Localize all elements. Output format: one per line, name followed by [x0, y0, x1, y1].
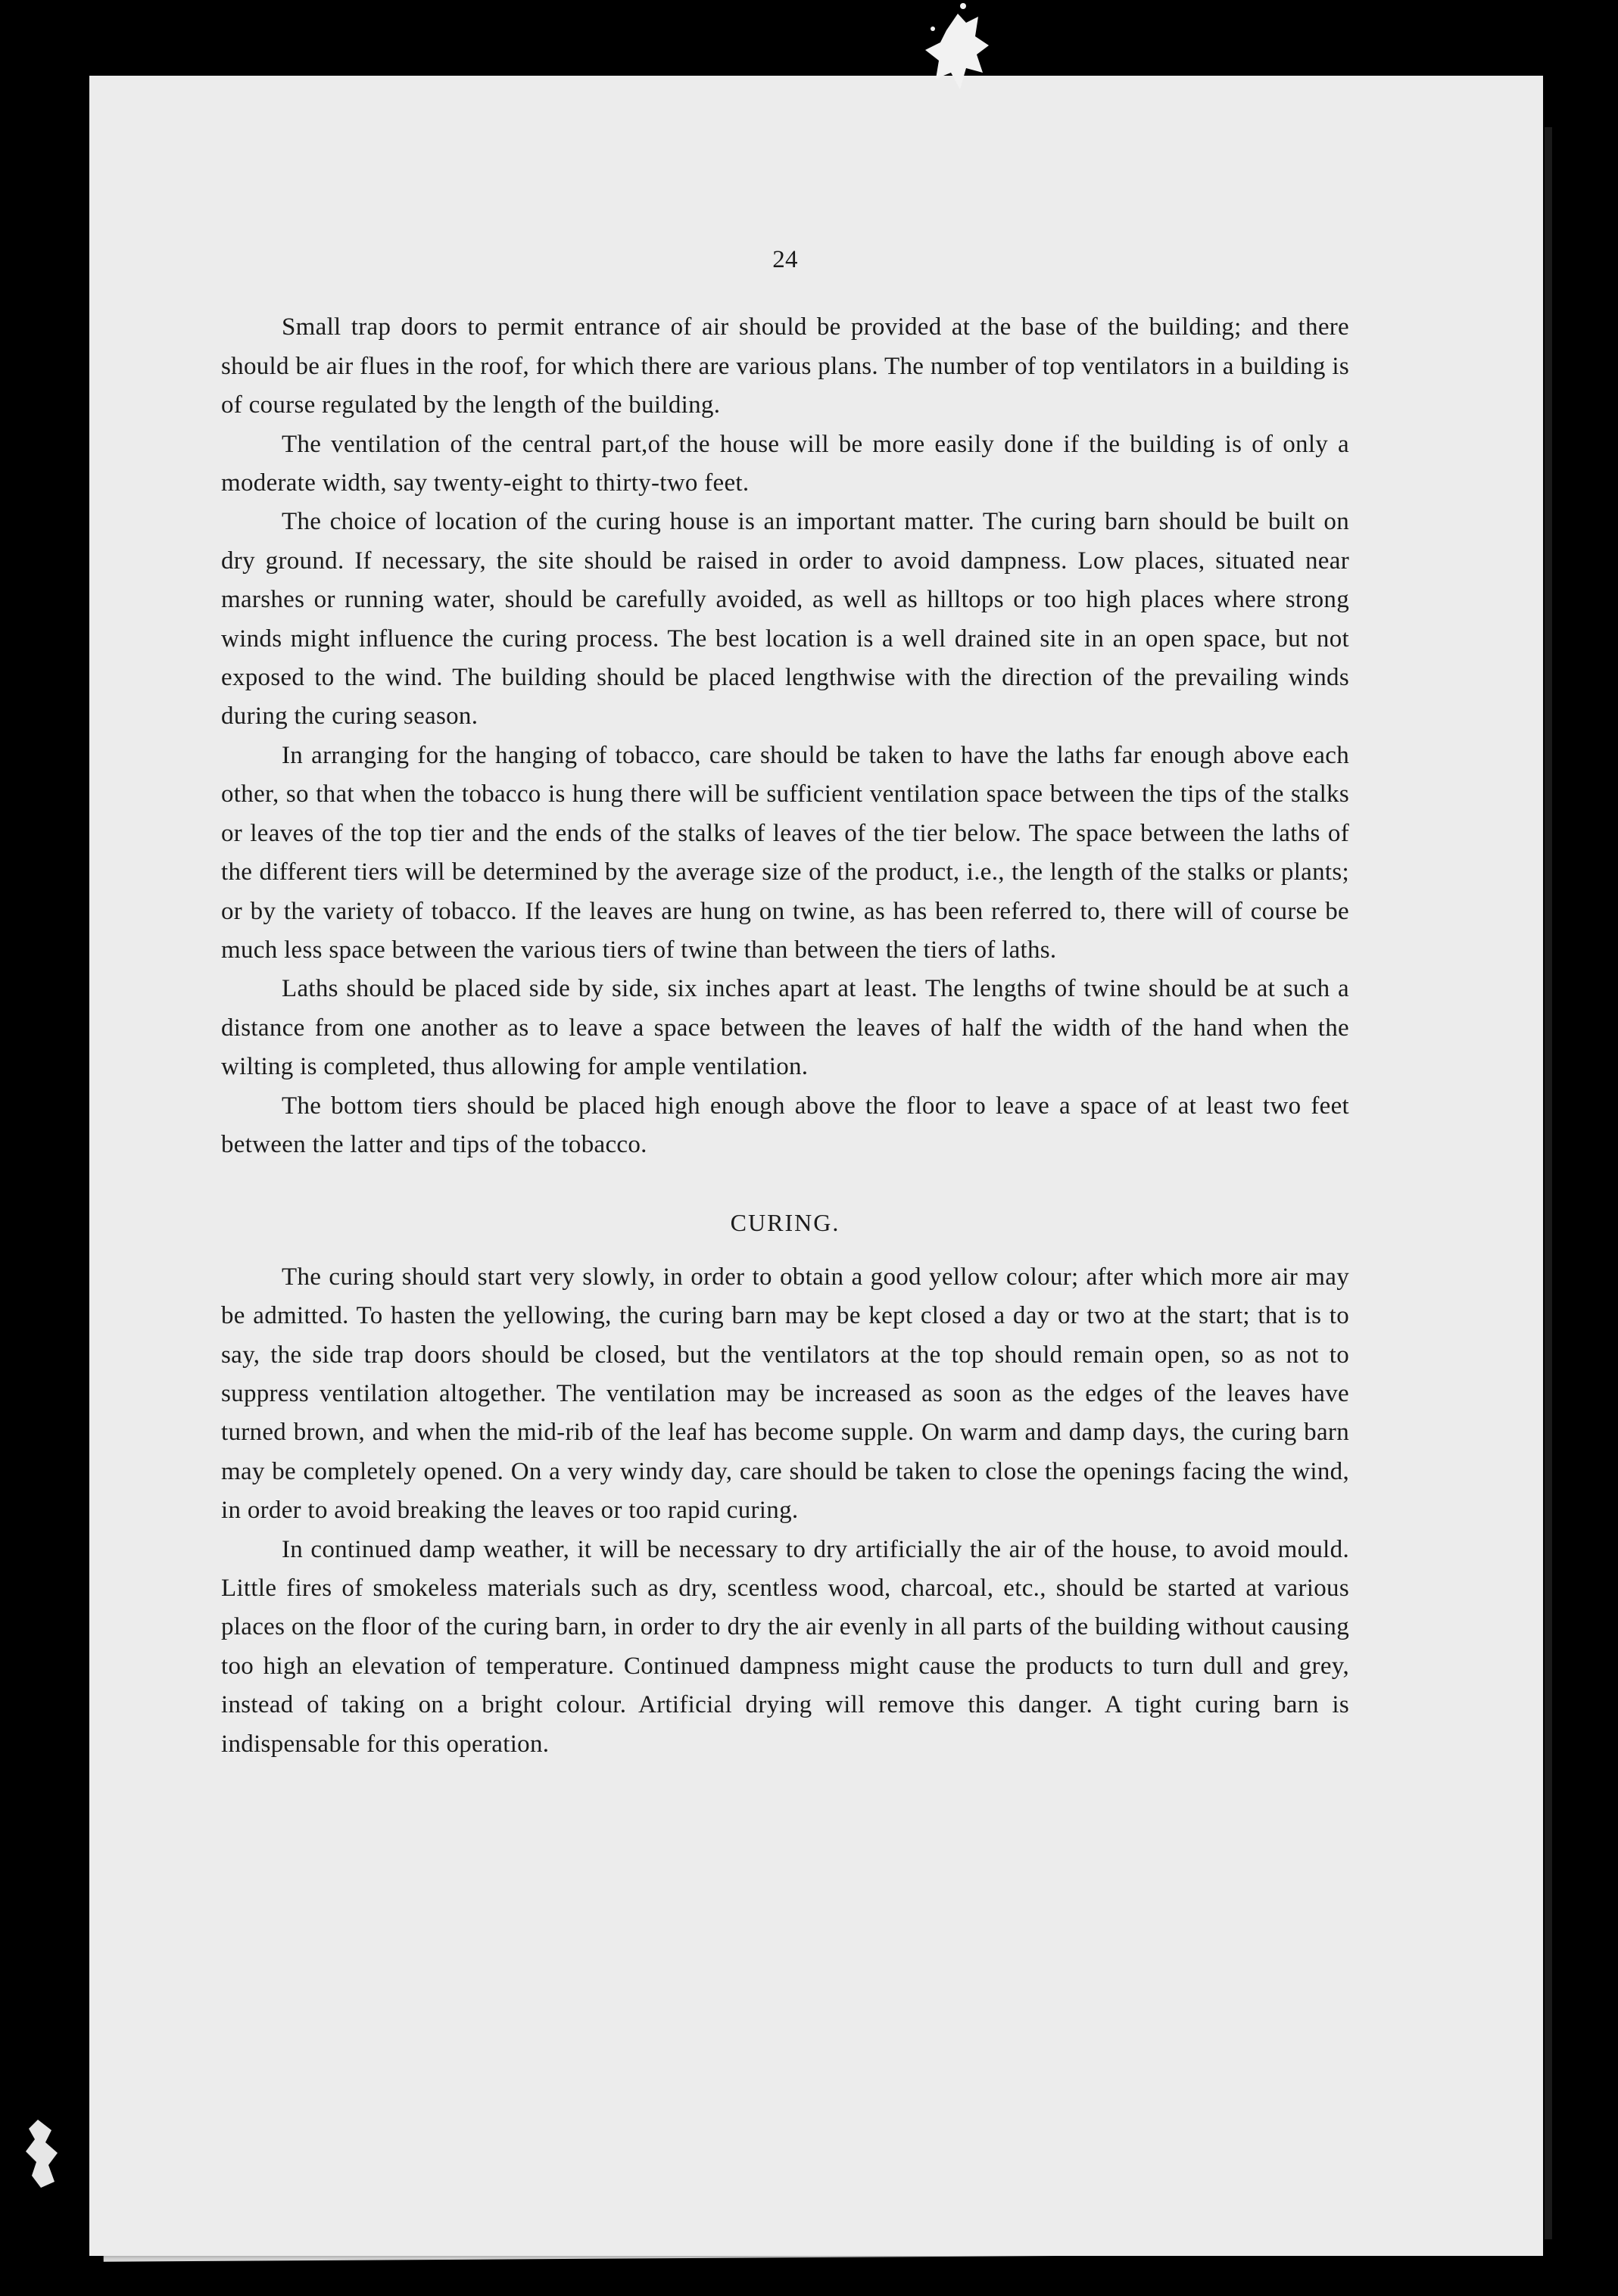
page-number: 24 — [772, 246, 798, 273]
paragraph: In continued damp weather, it will be necessary to dry artificially the air of the house, to avoid mould. Little fires of smokeless materials such as dry, scentless wood, charcoal, etc., should be started at various places on the floor of the curing barn, in order to dry the air evenly in all parts of the building without causing too high an elevation of temperature. Continued dampness might cause the products to turn dull and grey, instead of taking on a bright colour. Artificial drying will remove this danger. A tight curing barn is indispensable for this operation. — [221, 1535, 1349, 1758]
corner-stain-mark — [15, 2112, 68, 2195]
page-edge-shadow — [1545, 127, 1552, 2239]
paragraph: Small trap doors to permit entrance of air should be provided at the base of the building; and there should be air flues in the roof, for which there are various plans. The number of top ventilators in a building is of course regulated by the length of the building. — [221, 313, 1349, 419]
paragraph: The ventilation of the central part,of the house will be more easily done if the building is of only a moderate width, say twenty-eight to thirty-two feet. — [221, 430, 1349, 497]
document-body — [221, 241, 1349, 1764]
paragraph: The bottom tiers should be placed high enough above the floor to leave a space of at least two feet between the latter and tips of the tobacco. — [221, 1092, 1349, 1158]
paragraph: The choice of location of the curing house is an important matter. The curing barn should be built on dry ground. If necessary, the site should be raised in order to avoid dampness. Low places, situated near marshes or running water, should be carefully avoided, as well as hilltops or too high places where strong winds might influence the curing process. The best location is a well drained site in an open space, but not exposed to the wind. The building should be placed lengthwise with the direction of the prevailing winds during the curing season. — [221, 508, 1349, 731]
section-heading: CURING. — [730, 1209, 840, 1237]
torn-paper-mark — [916, 0, 999, 98]
paragraph: In arranging for the hanging of tobacco, care should be taken to have the laths far enough above each other, so that when the tobacco is hung there will be sufficient ventilation space between the tips of the stalks or leaves of the top tier and the ends of the stalks of leaves of the tier below. The space between the laths of the different tiers will be determined by the average size of the product, i.e., the length of the stalks or plants; or by the variety of tobacco. If the leaves are hung on twine, as has been referred to, there will of course be much less space between the various tiers of twine than between the tiers of laths. — [221, 741, 1349, 964]
paragraph: The curing should start very slowly, in order to obtain a good yellow colour; after which more air may be admitted. To hasten the yellowing, the curing barn may be kept closed a day or two at the start; that is to say, the side trap doors should be closed, but the ventilators at the top should remain open, so as not to suppress ventilation altogether. The ventilation may be increased as soon as the edges of the leaves have turned brown, and when the mid-rib of the leaf has become supple. On warm and damp days, the curing barn may be completely opened. On a very windy day, care should be taken to close the openings facing the wind, in order to avoid breaking the leaves or too rapid curing. — [221, 1263, 1349, 1525]
paragraph: Laths should be placed side by side, six inches apart at least. The lengths of twine should be at such a distance from one another as to leave a space between the leaves of half the width of the hand when the wilting is completed, thus allowing for ample ventilation. — [221, 975, 1349, 1081]
